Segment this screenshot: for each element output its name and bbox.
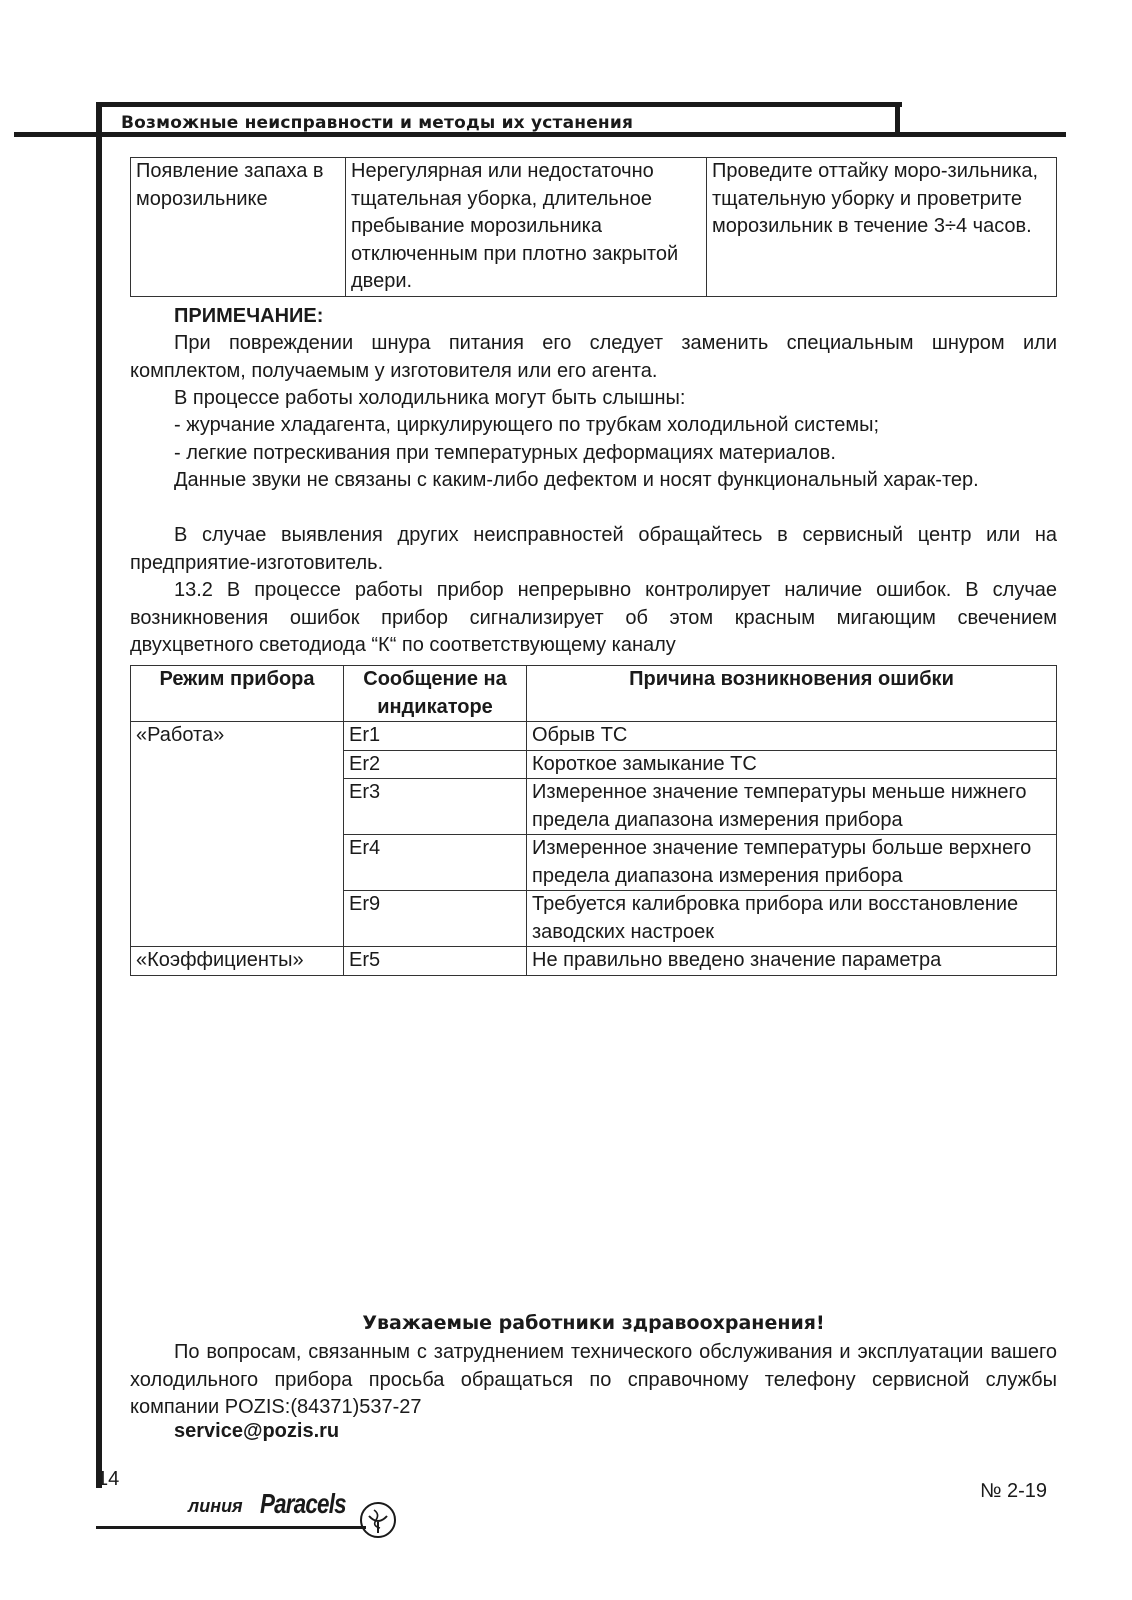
note-paragraph: - легкие потрескивания при температурных деформациях материалов. — [174, 442, 836, 464]
table-row — [131, 158, 1057, 297]
note-paragraph: В случае выявления других неисправностей обращайтесь в сервисный центр или на предприятие-изготовитель. — [130, 524, 1057, 574]
note-paragraph: При повреждении шнура питания его следует заменить специальным шнуром или комплектом, получаемым у изготовителя или его агента. — [130, 332, 1057, 382]
mode-cell: «Работа» — [131, 722, 344, 947]
code-cell: Er2 — [344, 750, 527, 779]
code-cell: Er4 — [344, 835, 527, 891]
column-header: Режим прибора — [131, 666, 344, 722]
cause-cell: Нерегулярная или недостаточно тщательная уборка, длительное пребывание морозильника отключенным при плотно закрытой двери. — [346, 158, 707, 297]
code-cell: Er5 — [344, 947, 527, 976]
reason-cell: Измеренное значение температуры больше верхнего предела диапазона измерения прибора — [527, 835, 1057, 891]
reason-cell: Короткое замыкание ТС — [527, 750, 1057, 779]
code-cell: Er3 — [344, 779, 527, 835]
header-frame-top — [96, 102, 902, 107]
section-title: Возможные неисправности и методы их устанения — [121, 113, 634, 133]
footer-rule — [96, 1526, 366, 1529]
medical-snake-icon — [358, 1500, 398, 1540]
note-title: ПРИМЕЧАНИЕ: — [174, 305, 324, 327]
remedy-cell: Проведите оттайку моро-зильника, тщательную уборку и проветрите морозильник в течение 3÷4 часов. — [707, 158, 1057, 297]
symptom-cell: Появление запаха в морозильнике — [131, 158, 346, 297]
page-number: 14 — [97, 1468, 120, 1490]
table-header-row — [131, 666, 1057, 722]
mode-cell: «Коэффициенты» — [131, 947, 344, 976]
note-paragraph: Данные звуки не связаны с каким-либо дефектом и носят функциональный харак-тер. — [174, 469, 979, 491]
fault-table — [130, 157, 1057, 297]
code-cell: Er9 — [344, 891, 527, 947]
contact-text: По вопросам, связанным с затруднением технического обслуживания и эксплуатации вашего холодильного прибора просьба обращаться по справочному телефону сервисной службы компании POZIS:(84371)537-27 — [130, 1341, 1057, 1418]
note-paragraph: 13.2 В процессе работы прибор непрерывно контролирует наличие ошибок. В случае возникновения ошибок прибор сигнализирует об этом красным мигающим свечением двухцветного светодиода “К“ по соответствующему каналу — [130, 579, 1057, 656]
brand-name: Paracels — [260, 1488, 346, 1519]
code-cell: Er1 — [344, 722, 527, 751]
reason-cell: Требуется калибровка прибора или восстановление заводских настроек — [527, 891, 1057, 947]
document-number: № 2-19 — [980, 1480, 1048, 1502]
contact-greeting: Уважаемые работники здравоохранения! — [362, 1312, 825, 1334]
table-row — [131, 947, 1057, 976]
table-row — [131, 722, 1057, 751]
contact-email[interactable]: service@pozis.ru — [174, 1420, 340, 1442]
error-table — [130, 665, 1057, 976]
column-header: Сообщение на индикаторе — [344, 666, 527, 722]
note-paragraph: В процессе работы холодильника могут быть слышны: — [174, 387, 686, 409]
reason-cell: Измеренное значение температуры меньше нижнего предела диапазона измерения прибора — [527, 779, 1057, 835]
note-paragraph: - журчание хладагента, циркулирующего по трубкам холодильной системы; — [174, 414, 880, 436]
column-header: Причина возникновения ошибки — [527, 666, 1057, 722]
page-left-rule — [96, 102, 102, 1488]
brand-prefix: линия — [188, 1496, 243, 1516]
reason-cell: Не правильно введено значение параметра — [527, 947, 1057, 976]
reason-cell: Обрыв ТС — [527, 722, 1057, 751]
